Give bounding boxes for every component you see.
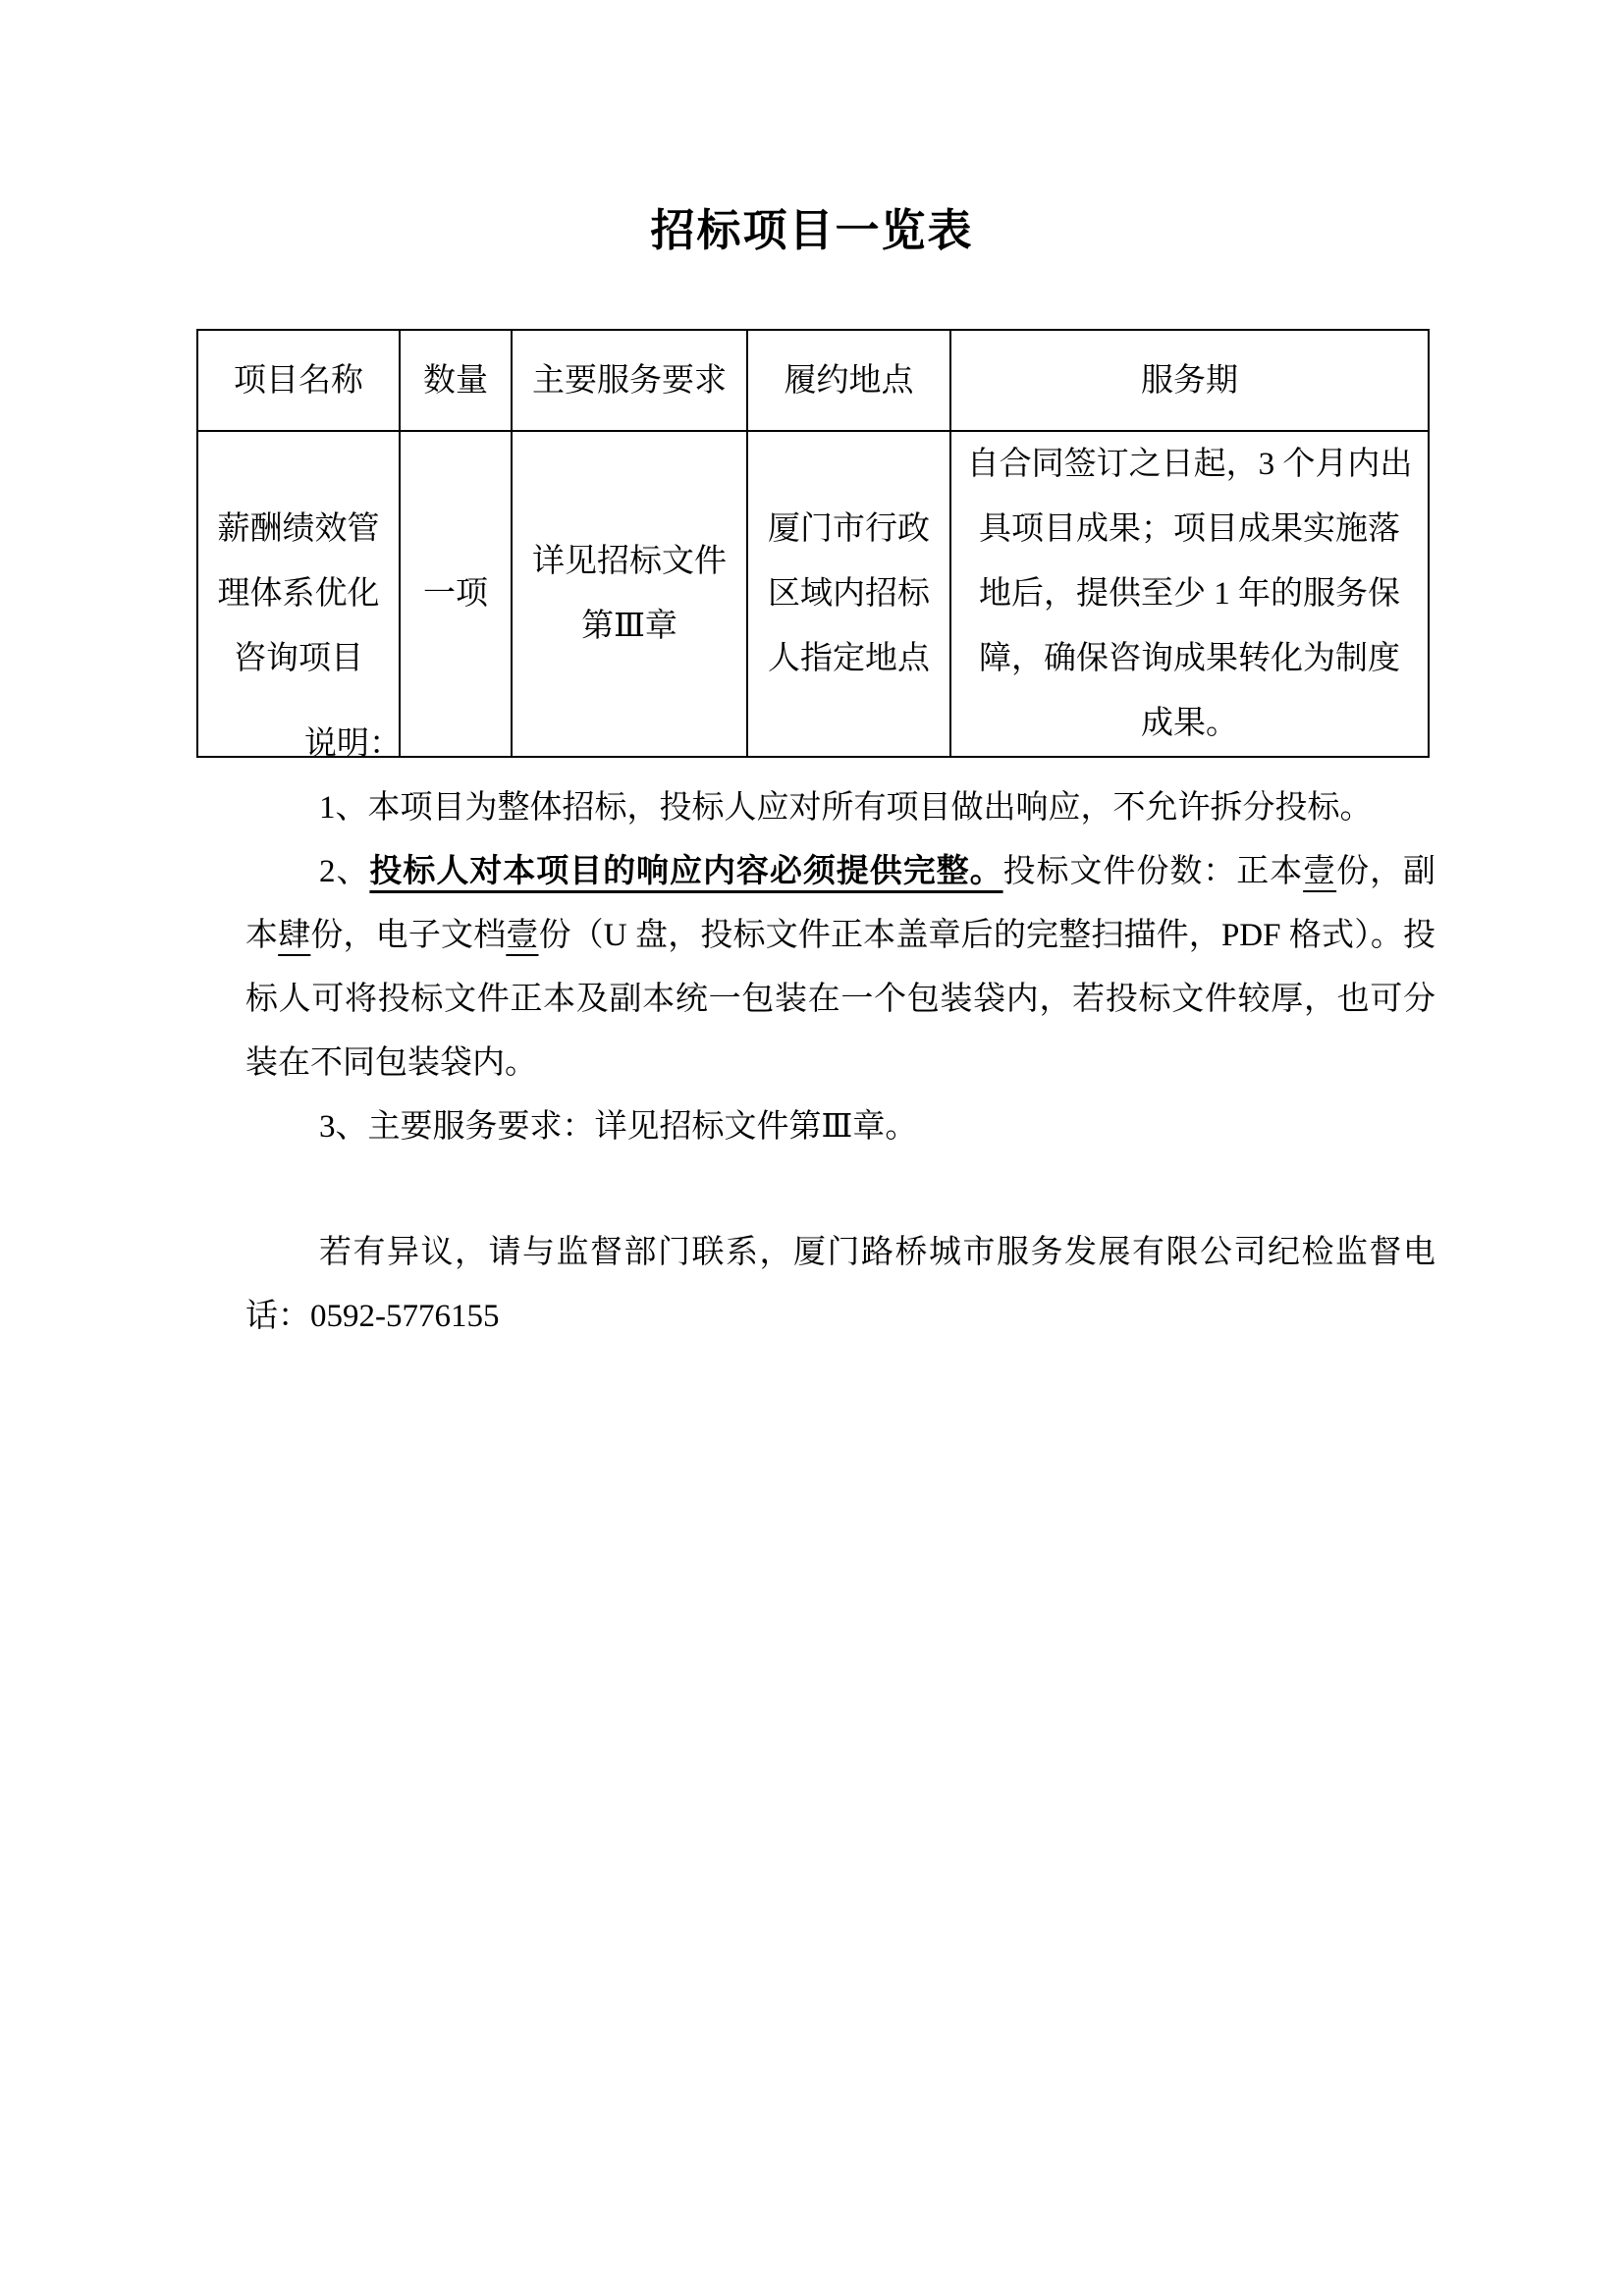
header-quantity: 数量 xyxy=(400,330,512,431)
header-service-requirements: 主要服务要求 xyxy=(512,330,747,431)
cell-project-name: 薪酬绩效管理体系优化咨询项目 xyxy=(197,431,400,757)
note-2-underlined-four: 肆 xyxy=(278,918,311,953)
note-2-text-b: 份，副本 xyxy=(245,854,1436,953)
note-2-number: 2、 xyxy=(319,854,370,889)
cell-performance-location: 厦门市行政区域内招标人指定地点 xyxy=(747,431,950,757)
contact-paragraph: 若有异议，请与监督部门联系，厦门路桥城市服务发展有限公司纪检监督电话：0592-5776155 xyxy=(245,1235,1435,1334)
note-2-text-d: 份（U 盘，投标文件正本盖章后的完整扫描件，PDF 格式）。投标人可将投标文件正本及副本统一包装在一个包装袋内，若投标文件较厚，也可分装在不同包装袋内。 xyxy=(245,918,1436,1081)
table-header-row xyxy=(197,330,1429,431)
cell-quantity: 一项 xyxy=(400,431,512,757)
bidding-project-table xyxy=(196,329,1430,758)
note-3: 3、主要服务要求：详见招标文件第Ⅲ章。 xyxy=(319,1109,918,1145)
note-2-bold-underline-sentence: 投标人对本项目的响应内容必须提供完整。 xyxy=(369,854,1003,889)
note-2-underlined-one: 壹 xyxy=(1303,854,1337,889)
header-service-period: 服务期 xyxy=(950,330,1429,431)
page-title: 招标项目一览表 xyxy=(650,206,974,255)
note-1: 1、本项目为整体招标，投标人应对所有项目做出响应，不允许拆分投标。 xyxy=(319,790,1373,826)
cell-service-period: 自合同签订之日起，3 个月内出具项目成果；项目成果实施落地后，提供至少 1 年的服务保障，确保咨询成果转化为制度成果。 xyxy=(950,431,1429,757)
note-2-text-a: 投标文件份数：正本 xyxy=(1002,854,1304,889)
header-project-name: 项目名称 xyxy=(197,330,400,431)
notes-heading: 说明： xyxy=(304,726,402,762)
cell-service-requirements: 详见招标文件第Ⅲ章 xyxy=(512,431,747,757)
table-row xyxy=(197,431,1429,757)
note-2-text-c: 份，电子文档 xyxy=(310,918,507,953)
note-2 xyxy=(245,840,1435,1095)
header-performance-location: 履约地点 xyxy=(747,330,950,431)
note-2-underlined-one-2: 壹 xyxy=(506,918,539,953)
notes-section xyxy=(245,713,1435,1349)
